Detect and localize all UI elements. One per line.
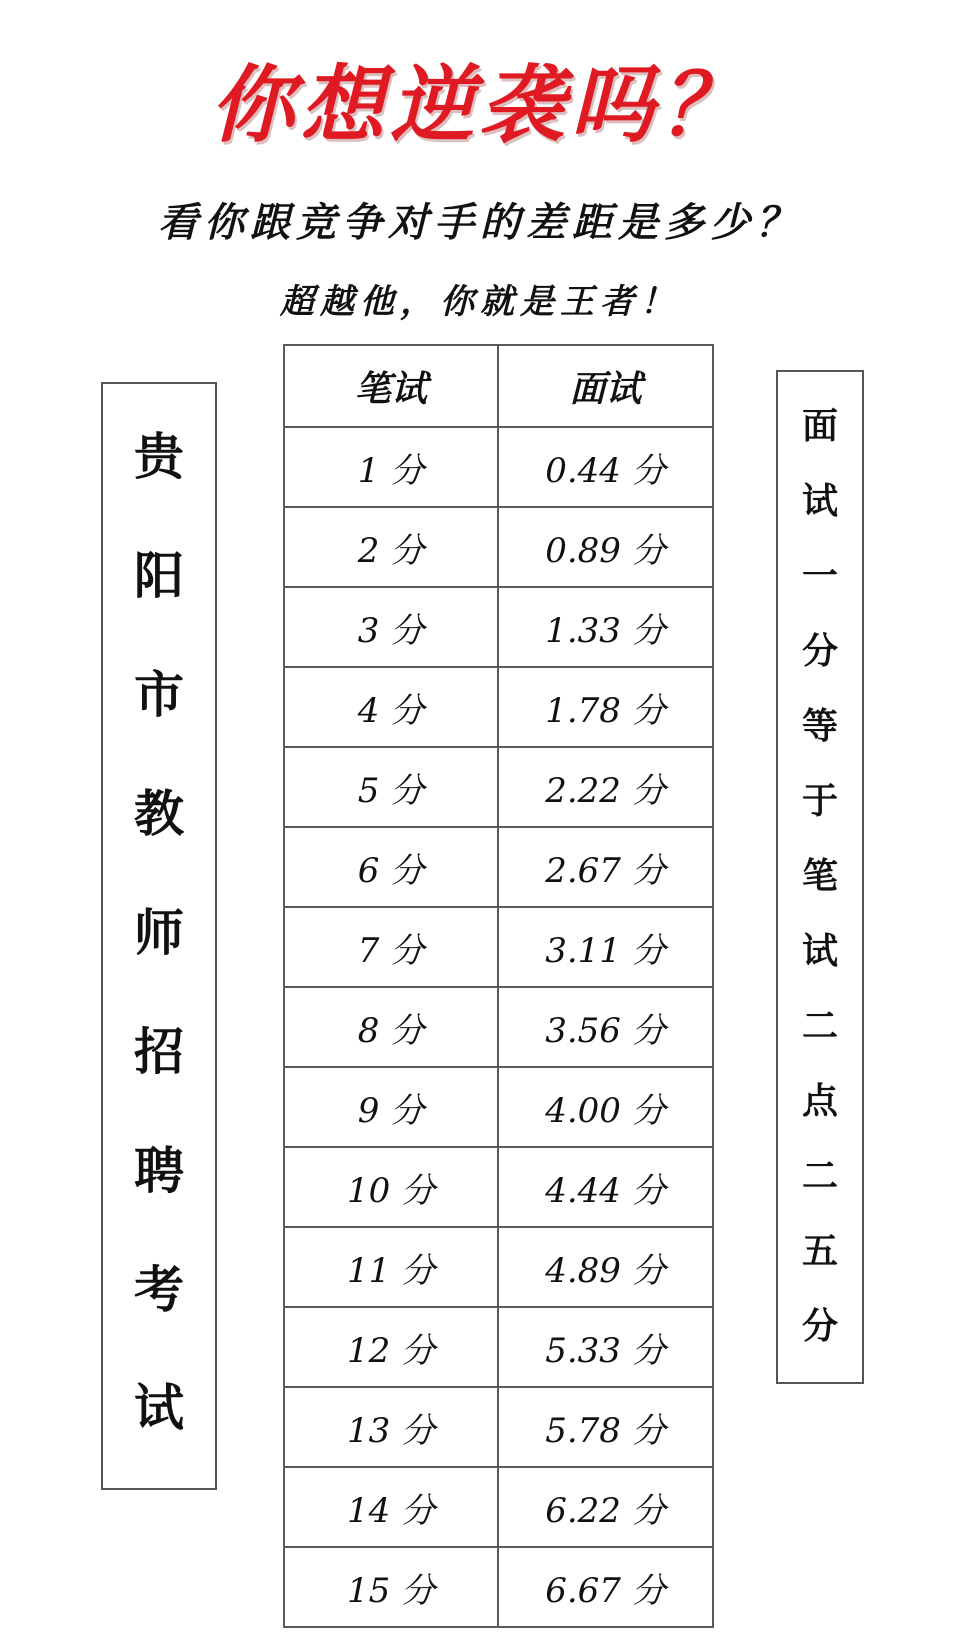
banner-char: 考	[134, 1259, 184, 1319]
interview-score-cell: 4.44 分	[498, 1147, 713, 1227]
table-row	[284, 1467, 713, 1547]
interview-score-cell: 0.44 分	[498, 427, 713, 507]
table-row	[284, 747, 713, 827]
interview-score-cell: 2.22 分	[498, 747, 713, 827]
interview-score-cell: 6.67 分	[498, 1547, 713, 1627]
written-score-cell: 10 分	[284, 1147, 498, 1227]
interview-score-cell: 1.78 分	[498, 667, 713, 747]
written-score-cell: 12 分	[284, 1307, 498, 1387]
written-score-cell: 2 分	[284, 507, 498, 587]
table-row	[284, 1387, 713, 1467]
banner-char: 阳	[134, 546, 184, 606]
left-vertical-banner	[101, 382, 217, 1490]
interview-score-cell: 1.33 分	[498, 587, 713, 667]
interview-score-cell: 4.00 分	[498, 1067, 713, 1147]
banner-char: 贵	[134, 427, 184, 487]
written-score-cell: 5 分	[284, 747, 498, 827]
table-row	[284, 1307, 713, 1387]
banner-char: 笔	[801, 854, 838, 897]
banner-char: 于	[801, 779, 838, 822]
header-interview: 面试	[498, 345, 713, 427]
banner-char: 教	[134, 784, 184, 844]
header-written-exam: 笔试	[284, 345, 498, 427]
page-title: 你想逆袭吗？	[209, 55, 750, 154]
banner-char: 市	[134, 665, 184, 725]
table-row	[284, 667, 713, 747]
interview-score-cell: 0.89 分	[498, 507, 713, 587]
written-score-cell: 1 分	[284, 427, 498, 507]
interview-score-cell: 5.33 分	[498, 1307, 713, 1387]
banner-char: 试	[801, 929, 838, 972]
banner-char: 分	[801, 1305, 838, 1348]
score-conversion-table	[283, 344, 714, 1628]
table-row	[284, 1147, 713, 1227]
written-score-cell: 13 分	[284, 1387, 498, 1467]
table-row	[284, 907, 713, 987]
written-score-cell: 11 分	[284, 1227, 498, 1307]
banner-char: 五	[801, 1230, 838, 1273]
banner-char: 试	[134, 1378, 184, 1438]
written-score-cell: 14 分	[284, 1467, 498, 1547]
banner-char: 面	[801, 404, 838, 447]
right-vertical-banner	[776, 370, 864, 1384]
written-score-cell: 15 分	[284, 1547, 498, 1627]
table-row	[284, 427, 713, 507]
subtitle: 看你跟竞争对手的差距是多少？	[158, 199, 802, 246]
interview-score-cell: 3.11 分	[498, 907, 713, 987]
table-header-row	[284, 345, 713, 427]
table-row	[284, 1547, 713, 1627]
table-row	[284, 1067, 713, 1147]
written-score-cell: 3 分	[284, 587, 498, 667]
written-score-cell: 9 分	[284, 1067, 498, 1147]
banner-char: 试	[801, 479, 838, 522]
banner-char: 师	[134, 902, 184, 962]
written-score-cell: 6 分	[284, 827, 498, 907]
banner-char: 二	[801, 1155, 838, 1198]
banner-char: 聘	[134, 1140, 184, 1200]
interview-score-cell: 6.22 分	[498, 1467, 713, 1547]
table-row	[284, 1227, 713, 1307]
table-row	[284, 507, 713, 587]
written-score-cell: 4 分	[284, 667, 498, 747]
banner-char: 等	[801, 704, 838, 747]
interview-score-cell: 2.67 分	[498, 827, 713, 907]
interview-score-cell: 4.89 分	[498, 1227, 713, 1307]
table-row	[284, 987, 713, 1067]
written-score-cell: 8 分	[284, 987, 498, 1067]
banner-char: 分	[801, 629, 838, 672]
banner-char: 一	[801, 554, 838, 597]
table-row	[284, 587, 713, 667]
interview-score-cell: 3.56 分	[498, 987, 713, 1067]
banner-char: 二	[801, 1005, 838, 1048]
slogan: 超越他，你就是王者！	[280, 282, 680, 322]
banner-char: 点	[801, 1080, 838, 1123]
interview-score-cell: 5.78 分	[498, 1387, 713, 1467]
banner-char: 招	[134, 1021, 184, 1081]
written-score-cell: 7 分	[284, 907, 498, 987]
table-row	[284, 827, 713, 907]
